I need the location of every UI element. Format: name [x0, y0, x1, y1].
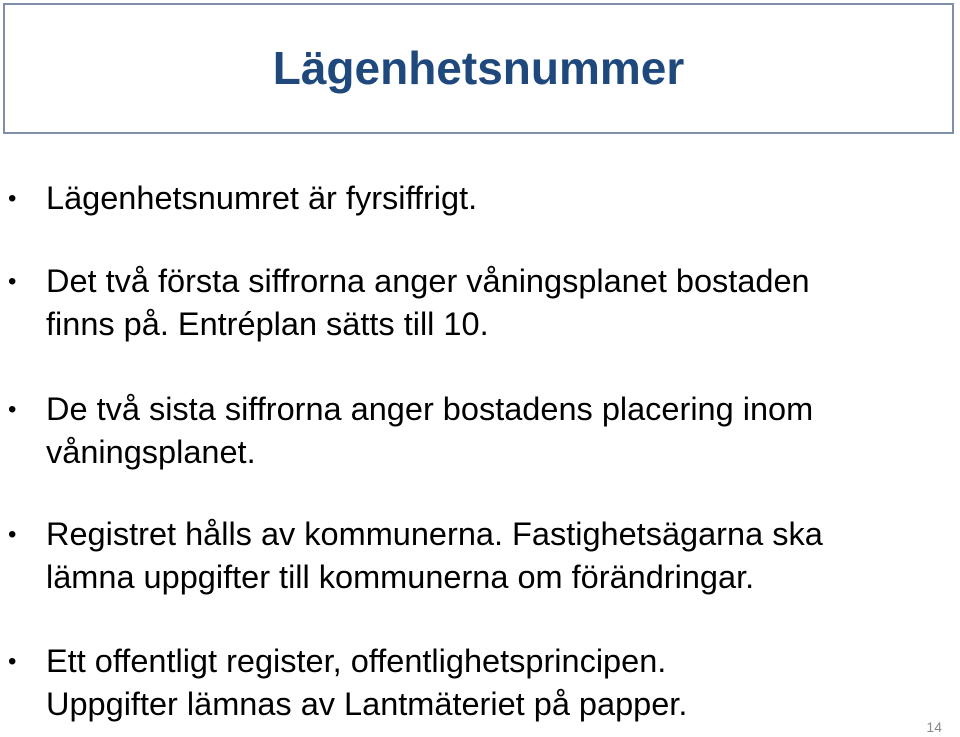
bullet-item — [8, 388, 938, 474]
bullet-marker: • — [8, 185, 17, 212]
bullet-marker: • — [8, 396, 17, 423]
bullet-text: De två sista siffrorna anger bostadens placering inom våningsplanet. — [46, 391, 814, 470]
bullet-item — [8, 513, 938, 599]
bullet-marker: • — [8, 648, 17, 675]
bullet-item — [8, 260, 938, 346]
bullet-marker: • — [8, 268, 17, 295]
bullet-text: Lägenhetsnumret är fyrsiffrigt. — [46, 180, 478, 216]
bullet-item — [8, 177, 938, 220]
page-number: 14 — [926, 719, 942, 735]
bullet-item — [8, 640, 938, 726]
bullet-text: Ett offentligt register, offentlighetsprincipen. Uppgifter lämnas av Lantmäteriet på papper. — [46, 643, 688, 722]
slide-title: Lägenhetsnummer — [272, 41, 685, 94]
bullet-marker: • — [8, 521, 17, 548]
bullet-text: Registret hålls av kommunerna. Fastighetsägarna ska lämna uppgifter till kommunerna om förändringar. — [46, 516, 823, 595]
bullet-text: Det två första siffrorna anger våningsplanet bostaden finns på. Entréplan sätts till 10. — [46, 263, 810, 342]
